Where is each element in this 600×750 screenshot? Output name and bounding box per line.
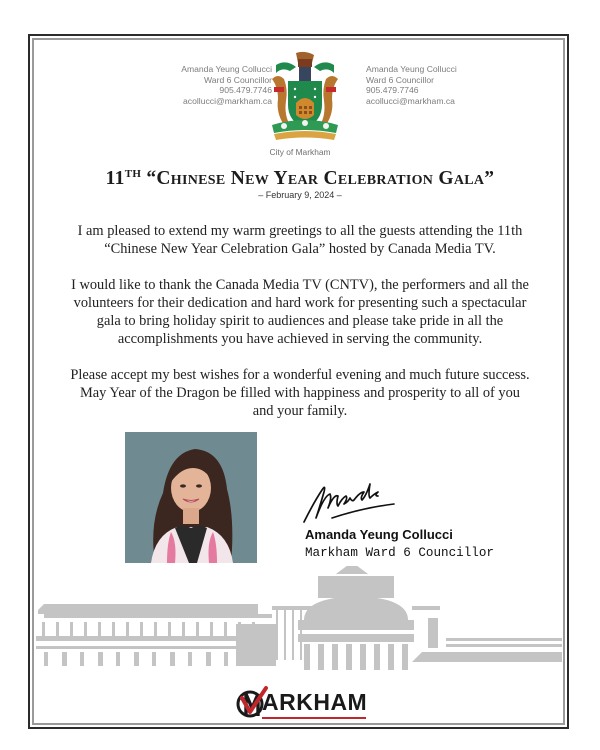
body-paragraph: Please accept my best wishes for a wonderful evening and much future success. May Year of the Dragon be filled with happiness and prosperity to all of you and your family. [70, 367, 530, 419]
title-text: “Chinese New Year Celebration Gala” [146, 168, 495, 189]
signer-title: Markham Ward 6 Councillor [305, 546, 494, 560]
letterhead-contact-right [366, 64, 457, 106]
contact-name: Amanda Yeung Collucci [366, 64, 457, 74]
signer-name: Amanda Yeung Collucci [305, 527, 453, 542]
title-ordinal-number: 11 [105, 168, 125, 189]
contact-email: acollucci@markham.ca [366, 95, 455, 106]
contact-role: Ward 6 Councillor [366, 74, 434, 85]
markham-logo-wordmark: ARKHAM [262, 689, 368, 715]
letter-body [70, 222, 530, 438]
body-paragraph: I would like to thank the Canada Media TV (CNTV), the performers and all the volunteers for their dedication and hard work for presenting such a spectacular gala to bring holiday spirit to audiences and please take pride in all the accomplishments you have achieved in serving the community. [71, 277, 529, 347]
body-paragraph: I am pleased to extend my warm greetings to all the guests attending the 11th “Chinese New Year Celebration Gala” hosted by Canada Media TV. [77, 223, 523, 257]
coat-of-arms-icon [268, 51, 342, 143]
contact-phone: 905.479.7746 [219, 85, 272, 96]
logo-underline [262, 717, 366, 719]
city-label: City of Markham [269, 147, 331, 157]
markham-civic-centre-illustration [36, 566, 564, 676]
contact-phone: 905.479.7746 [366, 85, 419, 96]
contact-role: Ward 6 Councillor [204, 74, 272, 85]
handwritten-signature [300, 478, 410, 528]
page-title [0, 168, 600, 190]
contact-email: acollucci@markham.ca [183, 95, 272, 106]
event-date: – February 9, 2024 – [258, 190, 342, 200]
letterhead-contact-left [181, 64, 272, 106]
contact-name: Amanda Yeung Collucci [181, 64, 272, 74]
title-ordinal-suffix: TH [124, 168, 142, 180]
councillor-portrait [125, 432, 257, 563]
